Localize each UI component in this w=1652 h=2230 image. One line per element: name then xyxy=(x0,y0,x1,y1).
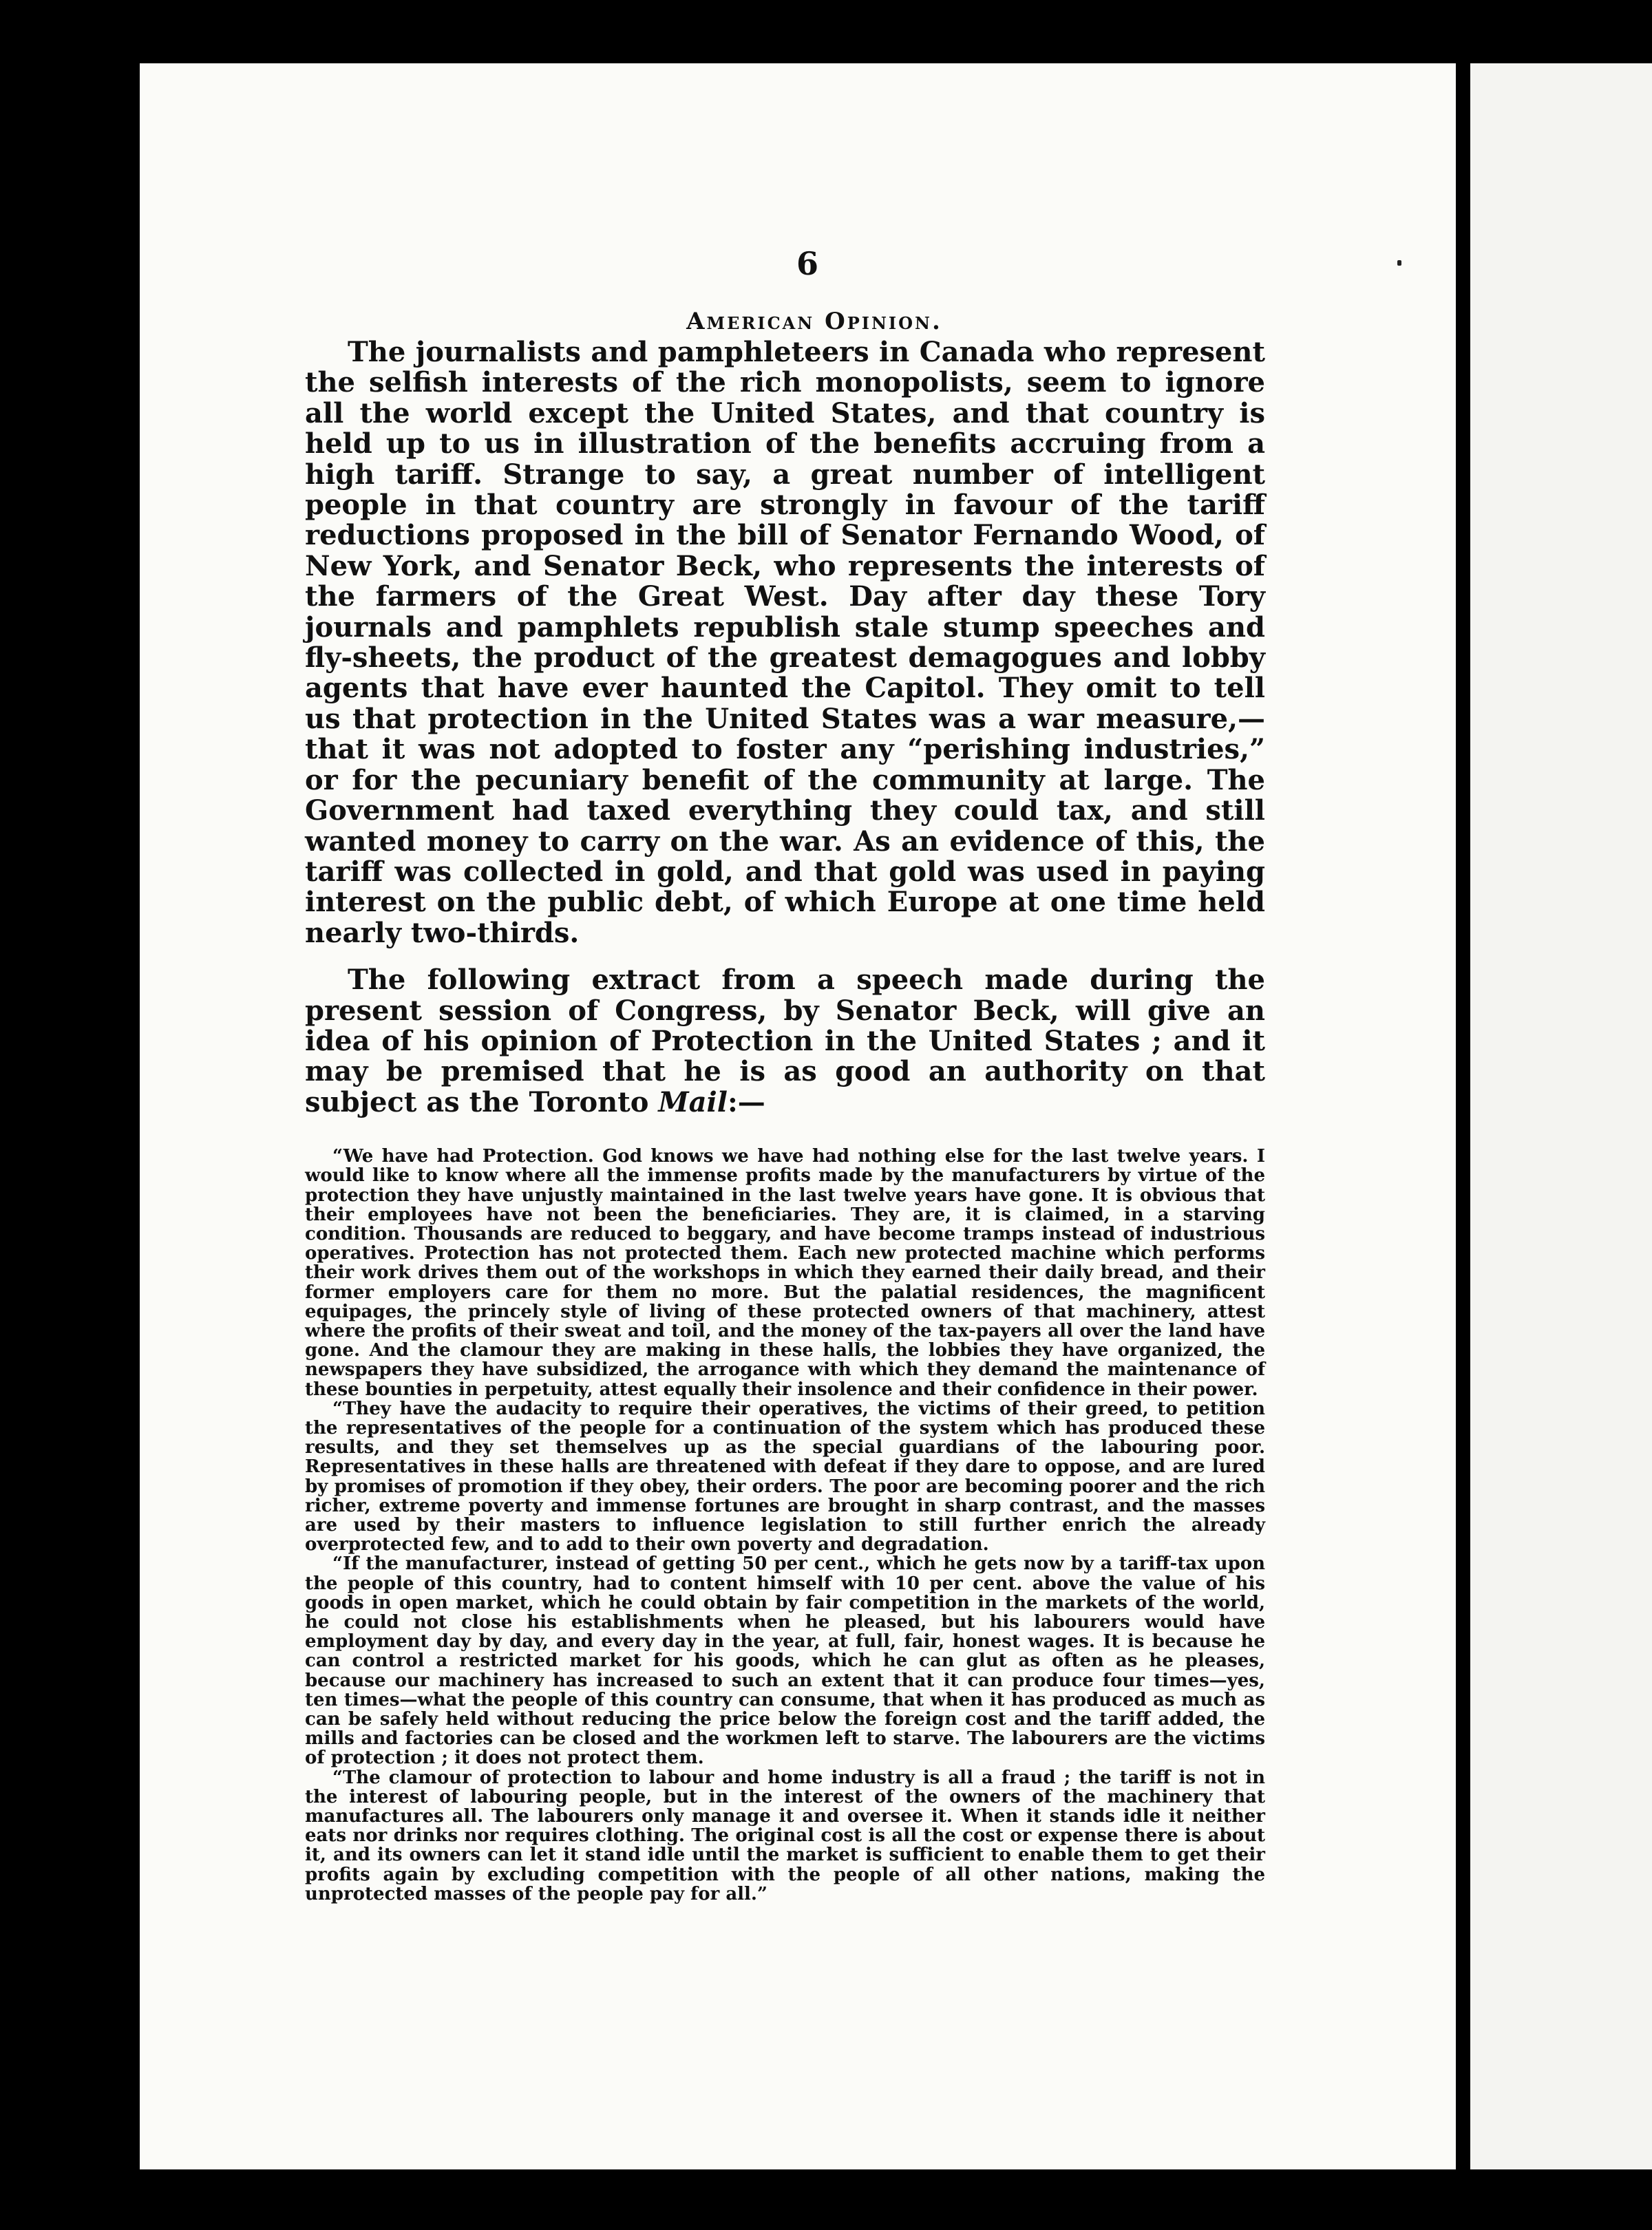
main-text xyxy=(305,337,1265,1118)
quote-paragraph: “We have had Protection. God knows we have had nothing else for the last twelve years. I would like to know where all the immense profits made by the manufacturers by virtue of the protection they have unjustly maintained in the last twelve years have gone. It is obvious that their employees have not been the beneficiaries. They are, it is claimed, in a starving condition. Thousands are reduced to beggary, and have become tramps instead of industrious operatives. Protection has not protected them. Each new protected machine which performs their work drives them out of the workshops in which they earned their daily bread, and their former employers care for them no more. But the palatial residences, the magnificent equipages, the princely style of living of these protected owners of that machinery, attest where the profits of their sweat and toil, and the money of the tax-payers all over the land have gone. And the clamour they are making in these halls, the lobbies they have organized, the newspapers they have subsidized, the arrogance with which they demand the maintenance of these bounties in perpetuity, attest equally their insolence and their confidence in their power. xyxy=(305,1146,1265,1400)
page-number: 6 xyxy=(796,245,819,282)
newspaper-name: Mail xyxy=(658,1085,728,1118)
intro-end: :— xyxy=(727,1085,765,1118)
quote-paragraph: “The clamour of protection to labour and home industry is all a fraud ; the tariff is not in the interest of labouring people, but in the interest of the owners of the machinery that manufactures all. The labourers only manage it and oversee it. When it stands idle it neither eats nor drinks nor requires clothing. The original cost is all the cost or expense there is about it, and its owners can let it stand idle until the market is sufficient to enable them to get their profits again by excluding competition with the people of all other nations, making the unprotected masses of the people pay for all.” xyxy=(305,1767,1265,1904)
adjacent-page-edge xyxy=(1470,63,1652,2169)
body-paragraph: The journalists and pamphleteers in Canada who represent the selfish interests of the rich monopolists, seem to ignore all the world except the United States, and that country is held up to us in illustration of the benefits accruing from a high tariff. Strange to say, a great number of intelligent people in that country are strongly in favour of the tariff reductions proposed in the bill of Senator Fernando Wood, of New York, and Senator Beck, who represents the interests of the farmers of the Great West. Day after day these Tory journals and pamphlets republish stale stump speeches and fly-sheets, the product of the greatest demagogues and lobby agents that have ever haunted the Capitol. They omit to tell us that protection in the United States was a war measure,—that it was not adopted to foster any “perishing industries,” or for the pecuniary benefit of the community at large. The Government had taxed everything they could tax, and still wanted money to carry on the war. As an evidence of this, the tariff was collected in gold, and that gold was used in paying interest on the public debt, of which Europe at one time held nearly two-thirds. xyxy=(305,336,1265,949)
quote-paragraph: “They have the audacity to require their operatives, the victims of their greed, to petition the representatives of the people for a continuation of the system which has produced these results, and they set themselves up as the special guardians of the labouring poor. Representatives in these halls are threatened with defeat if they dare to oppose, and are lured by promises of promotion if they obey, their orders. The poor are becoming poorer and the rich richer, extreme poverty and immense fortunes are brought in sharp contrast, and the masses are used by their masters to influence legislation to still further enrich the already overprotected few, and to add to their own poverty and degradation. xyxy=(305,1398,1265,1555)
quote-paragraph: “If the manufacturer, instead of getting 50 per cent., which he gets now by a tariff-tax upon the people of this country, had to content himself with 10 per cent. above the value of his goods in open market, which he could obtain by fair competition in the markets of the world, he could not close his establishments when he pleased, but his labourers would have employment day by day, and every day in the year, at full, fair, honest wages. It is because he can control a restricted market for his goods, which he can glut as often as he pleases, because our machinery has increased to such an extent that it can produce four times—yes, ten times—what the people of this country can consume, that when it has produced as much as can be safely held without reducing the price below the foreign cost and the tariff added, the mills and factories can be closed and the workmen left to starve. The labourers are the victims of protection ; it does not protect them. xyxy=(305,1553,1265,1769)
section-heading: American Opinion. xyxy=(686,308,942,335)
page-body xyxy=(305,337,1265,1904)
intro-text: The following extract from a speech made during the present session of Congress, by Senator Beck, will give an idea of his opinion of Protection in the United States ; and it may be premised that he is as good an authority on that subject as the Toronto xyxy=(305,964,1265,1118)
intro-paragraph xyxy=(305,965,1265,1118)
scan-speck xyxy=(1397,260,1401,266)
speech-extract xyxy=(305,1147,1265,1904)
